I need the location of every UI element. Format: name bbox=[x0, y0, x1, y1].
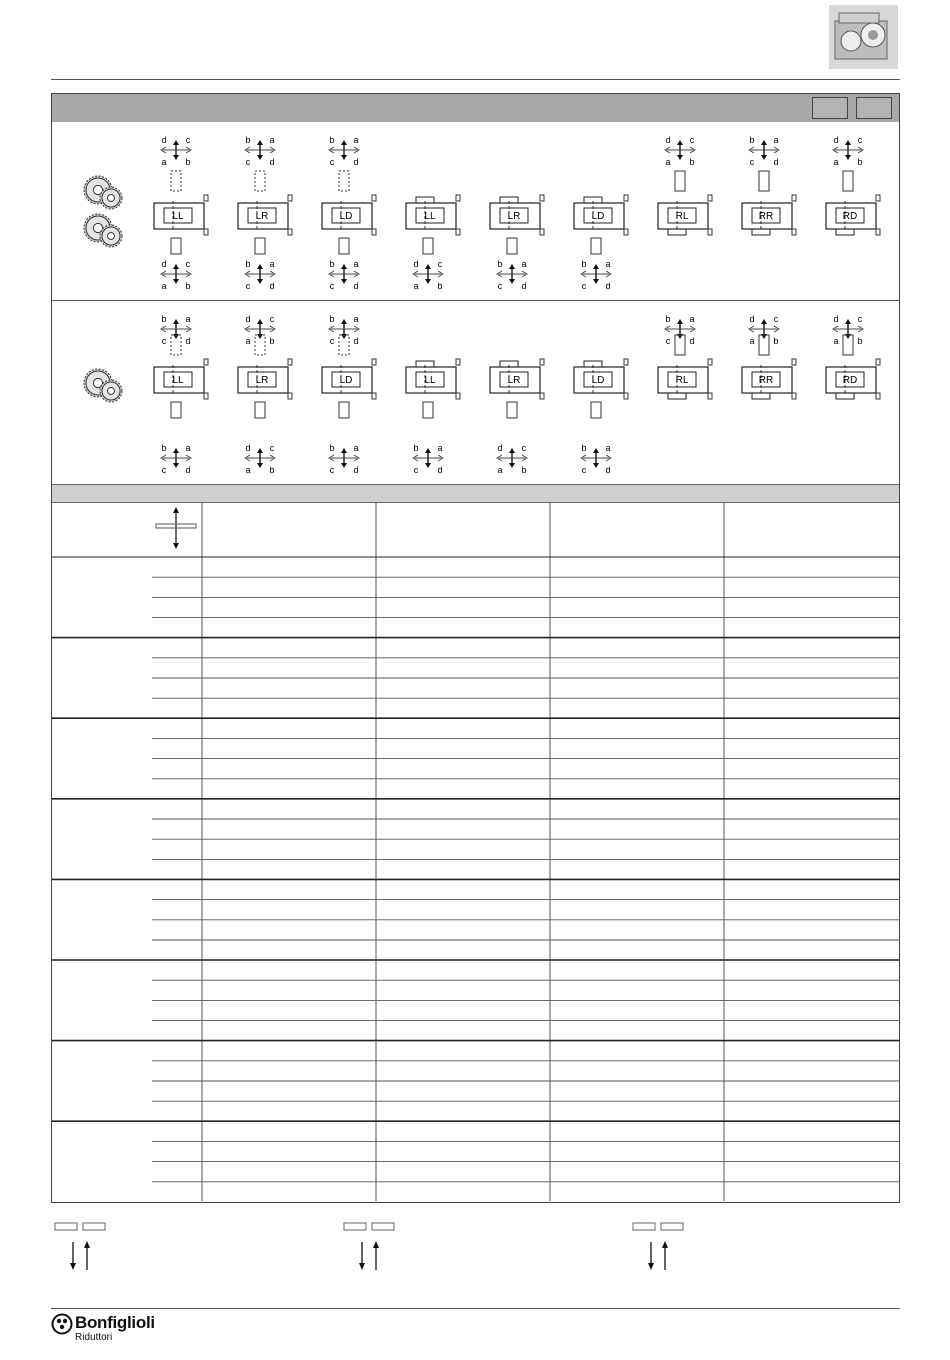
table-header-bar bbox=[52, 94, 899, 122]
gear-pair-icon bbox=[84, 214, 122, 247]
cross-letter: d bbox=[245, 314, 251, 324]
direction-cross-icon bbox=[413, 259, 443, 291]
cross-letter: c bbox=[773, 314, 779, 324]
cross-letter: a bbox=[605, 443, 611, 453]
cross-letter: b bbox=[437, 281, 443, 291]
position-code: LR bbox=[255, 375, 269, 386]
mounting-position-rd bbox=[826, 314, 880, 399]
cross-letter: a bbox=[353, 443, 359, 453]
cross-letter: b bbox=[161, 443, 167, 453]
cross-letter: d bbox=[437, 465, 443, 475]
cross-letter: d bbox=[773, 157, 779, 167]
cross-letter: b bbox=[749, 135, 755, 145]
cross-letter: b bbox=[269, 336, 275, 346]
cross-letter: b bbox=[329, 443, 335, 453]
gearbox-image-icon bbox=[829, 5, 898, 69]
position-code: LL bbox=[172, 375, 184, 386]
cross-letter: b bbox=[857, 157, 863, 167]
direction-cross-icon bbox=[497, 443, 527, 475]
cross-letter: c bbox=[269, 314, 275, 324]
cross-letter: c bbox=[857, 135, 863, 145]
cross-letter: d bbox=[353, 157, 359, 167]
cross-letter: c bbox=[437, 259, 443, 269]
cross-letter: b bbox=[329, 259, 335, 269]
cross-letter: b bbox=[185, 281, 191, 291]
cross-letter: d bbox=[185, 465, 191, 475]
mounting-position-ld bbox=[322, 135, 376, 291]
cross-letter: a bbox=[413, 281, 419, 291]
cross-letter: b bbox=[773, 336, 779, 346]
cross-letter: c bbox=[185, 135, 191, 145]
data-table bbox=[52, 502, 900, 1201]
direction-cross-icon bbox=[749, 314, 779, 346]
direction-cross-icon bbox=[665, 135, 695, 167]
table-grid bbox=[52, 502, 900, 1201]
mounting-position-lr bbox=[238, 135, 292, 291]
cross-letter: d bbox=[161, 135, 167, 145]
position-code: RR bbox=[758, 375, 774, 386]
direction-cross-icon bbox=[833, 314, 863, 346]
cross-letter: b bbox=[521, 465, 527, 475]
cross-letter: d bbox=[353, 336, 359, 346]
mounting-position-rl bbox=[658, 135, 712, 235]
brand-name: Bonfiglioli bbox=[75, 1313, 155, 1332]
rotation-legend-icon bbox=[55, 1223, 105, 1270]
mounting-position-ll bbox=[406, 359, 460, 475]
position-code: LD bbox=[591, 211, 605, 222]
cross-letter: a bbox=[521, 259, 527, 269]
cross-letter: a bbox=[689, 314, 695, 324]
cross-letter: a bbox=[269, 259, 275, 269]
cross-letter: a bbox=[353, 259, 359, 269]
cross-letter: c bbox=[245, 157, 251, 167]
cross-letter: b bbox=[581, 443, 587, 453]
position-code: RR bbox=[758, 211, 774, 222]
position-code: RD bbox=[842, 375, 858, 386]
position-code: LD bbox=[339, 375, 353, 386]
gear-pair-icon bbox=[84, 176, 122, 209]
direction-cross-icon bbox=[749, 135, 779, 167]
direction-cross-icon bbox=[161, 443, 191, 475]
brand-subtitle: Riduttori bbox=[75, 1332, 113, 1343]
table-subheader-band bbox=[52, 484, 899, 503]
mounting-position-ll bbox=[406, 195, 460, 291]
mounting-position-ll bbox=[154, 314, 208, 475]
cross-letter: d bbox=[497, 443, 503, 453]
cross-letter: a bbox=[665, 157, 671, 167]
cross-letter: b bbox=[665, 314, 671, 324]
mounting-position-lr bbox=[490, 359, 544, 475]
direction-cross-icon bbox=[161, 259, 191, 291]
mounting-position-rd bbox=[826, 135, 880, 235]
cross-letter: d bbox=[161, 259, 167, 269]
direction-cross-icon bbox=[413, 443, 443, 475]
direction-legend bbox=[0, 1215, 950, 1275]
mounting-section-single bbox=[52, 301, 899, 483]
cross-letter: c bbox=[329, 465, 335, 475]
direction-cross-icon bbox=[329, 314, 359, 346]
direction-cross-icon bbox=[161, 135, 191, 167]
cross-letter: a bbox=[161, 281, 167, 291]
mounting-position-ll bbox=[154, 135, 208, 291]
cross-letter: a bbox=[833, 157, 839, 167]
cross-letter: c bbox=[581, 281, 587, 291]
direction-cross-icon bbox=[245, 443, 275, 475]
mounting-position-rr bbox=[742, 314, 796, 399]
cross-letter: c bbox=[581, 465, 587, 475]
mounting-position-rr bbox=[742, 135, 796, 235]
mounting-position-rl bbox=[658, 314, 712, 399]
cross-letter: d bbox=[269, 281, 275, 291]
cross-letter: b bbox=[185, 157, 191, 167]
cross-letter: a bbox=[353, 135, 359, 145]
cross-letter: b bbox=[245, 135, 251, 145]
cross-letter: d bbox=[833, 135, 839, 145]
position-code: LL bbox=[424, 375, 436, 386]
position-code: LL bbox=[172, 211, 184, 222]
cross-letter: d bbox=[269, 157, 275, 167]
cross-letter: c bbox=[269, 443, 275, 453]
direction-cross-icon bbox=[581, 443, 611, 475]
cross-letter: b bbox=[245, 259, 251, 269]
cross-letter: d bbox=[353, 465, 359, 475]
cross-letter: a bbox=[833, 336, 839, 346]
position-code: RL bbox=[675, 375, 689, 386]
direction-cross-icon bbox=[329, 443, 359, 475]
mounting-position-ld bbox=[322, 314, 376, 475]
rotation-legend-icon bbox=[633, 1223, 683, 1270]
cross-letter: d bbox=[413, 259, 419, 269]
direction-cross-icon bbox=[833, 135, 863, 167]
cross-letter: c bbox=[413, 465, 419, 475]
direction-cross-icon bbox=[497, 259, 527, 291]
cross-letter: d bbox=[665, 135, 671, 145]
header-box-2 bbox=[856, 97, 892, 119]
direction-cross-icon bbox=[329, 259, 359, 291]
mounting-position-ld bbox=[574, 195, 628, 291]
cross-letter: c bbox=[329, 281, 335, 291]
cross-letter: d bbox=[353, 281, 359, 291]
brand-logo-icon bbox=[51, 1313, 73, 1335]
direction-cross-icon bbox=[245, 314, 275, 346]
cross-letter: a bbox=[353, 314, 359, 324]
cross-letter: d bbox=[749, 314, 755, 324]
footer-rule bbox=[51, 1308, 900, 1309]
cross-letter: c bbox=[161, 336, 167, 346]
direction-cross-icon bbox=[245, 135, 275, 167]
cross-letter: a bbox=[605, 259, 611, 269]
position-code: LR bbox=[507, 211, 521, 222]
cross-letter: b bbox=[497, 259, 503, 269]
cross-letter: a bbox=[161, 157, 167, 167]
cross-letter: c bbox=[497, 281, 503, 291]
position-code: LL bbox=[424, 211, 436, 222]
cross-letter: b bbox=[581, 259, 587, 269]
cross-letter: c bbox=[521, 443, 527, 453]
mounting-position-lr bbox=[490, 195, 544, 291]
cross-letter: a bbox=[437, 443, 443, 453]
cross-letter: a bbox=[185, 443, 191, 453]
position-code: LR bbox=[255, 211, 269, 222]
direction-cross-icon bbox=[665, 314, 695, 346]
direction-cross-icon bbox=[245, 259, 275, 291]
direction-cross-icon bbox=[161, 314, 191, 346]
cross-letter: c bbox=[749, 157, 755, 167]
product-thumbnail bbox=[829, 5, 898, 69]
cross-letter: c bbox=[329, 336, 335, 346]
cross-letter: a bbox=[185, 314, 191, 324]
cross-letter: b bbox=[161, 314, 167, 324]
mounting-position-ld bbox=[574, 359, 628, 475]
cross-letter: b bbox=[329, 314, 335, 324]
cross-letter: a bbox=[497, 465, 503, 475]
cross-letter: a bbox=[773, 135, 779, 145]
cross-letter: c bbox=[245, 281, 251, 291]
position-code: LR bbox=[507, 375, 521, 386]
cross-letter: b bbox=[329, 135, 335, 145]
cross-letter: a bbox=[245, 465, 251, 475]
cross-letter: d bbox=[689, 336, 695, 346]
rotation-legend-icon bbox=[344, 1223, 394, 1270]
mounting-diagrams-row-1 bbox=[52, 122, 899, 300]
cross-letter: d bbox=[185, 336, 191, 346]
gear-pair-icon bbox=[84, 369, 122, 402]
cross-letter: d bbox=[605, 465, 611, 475]
cross-letter: b bbox=[269, 465, 275, 475]
cross-letter: d bbox=[833, 314, 839, 324]
cross-letter: d bbox=[521, 281, 527, 291]
header-box-1 bbox=[812, 97, 848, 119]
mounting-diagrams-row-2 bbox=[52, 301, 899, 483]
direction-cross-icon bbox=[581, 259, 611, 291]
cross-letter: c bbox=[185, 259, 191, 269]
cross-letter: c bbox=[689, 135, 695, 145]
position-code: LD bbox=[591, 375, 605, 386]
cross-letter: a bbox=[245, 336, 251, 346]
cross-letter: c bbox=[161, 465, 167, 475]
mounting-position-lr bbox=[238, 314, 292, 475]
position-code: RL bbox=[675, 211, 689, 222]
direction-legend-icon bbox=[156, 507, 196, 549]
cross-letter: c bbox=[857, 314, 863, 324]
cross-letter: a bbox=[269, 135, 275, 145]
position-code: RD bbox=[842, 211, 858, 222]
cross-letter: d bbox=[245, 443, 251, 453]
cross-letter: b bbox=[857, 336, 863, 346]
position-code: LD bbox=[339, 211, 353, 222]
mounting-section-double bbox=[52, 122, 899, 301]
cross-letter: c bbox=[329, 157, 335, 167]
header-rule bbox=[51, 79, 900, 80]
cross-letter: a bbox=[749, 336, 755, 346]
cross-letter: c bbox=[665, 336, 671, 346]
cross-letter: b bbox=[689, 157, 695, 167]
cross-letter: d bbox=[605, 281, 611, 291]
cross-letter: b bbox=[413, 443, 419, 453]
direction-cross-icon bbox=[329, 135, 359, 167]
